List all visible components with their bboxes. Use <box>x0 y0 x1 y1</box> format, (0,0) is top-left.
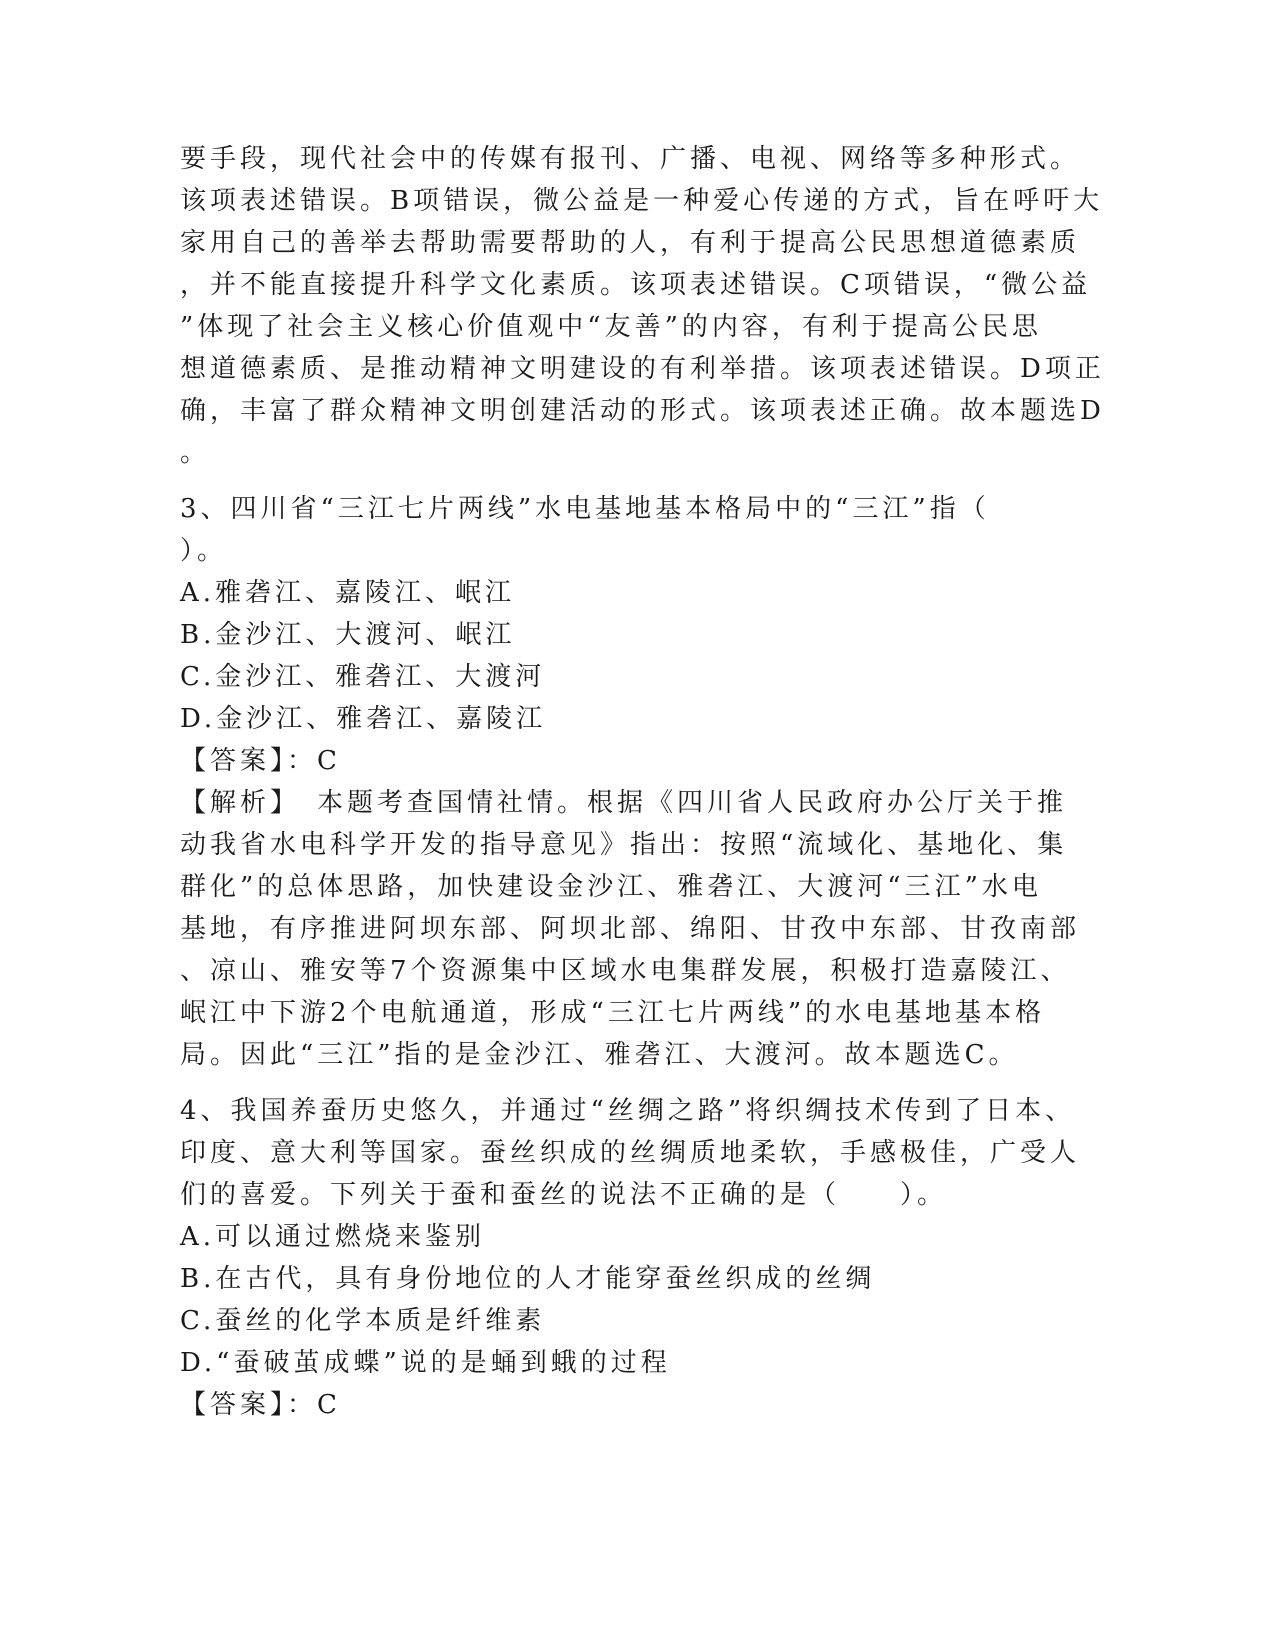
answer-label: 【答案】：C <box>180 1390 341 1420</box>
spacer <box>180 1076 1060 1090</box>
answer-label: 【答案】：C <box>180 746 341 776</box>
previous-explanation <box>180 138 1105 474</box>
analysis-line: 群化”的总体思路，加快建设金沙江、雅砻江、大渡河“三江”水电 <box>180 872 1042 902</box>
question-stem: 们的喜爱。下列关于蚕和蚕丝的说法不正确的是（ ）。 <box>180 1180 948 1210</box>
analysis-line: 基地，有序推进阿坝东部、阿坝北部、绵阳、甘孜中东部、甘孜南部 <box>180 914 1081 944</box>
text-line: 想道德素质、是推动精神文明建设的有利举措。该项表述错误。D项正 <box>180 354 1105 384</box>
option-c: C.金沙江、雅砻江、大渡河 <box>180 662 546 692</box>
analysis-line: 动我省水电科学开发的指导意见》指出：按照“流域化、基地化、集 <box>180 830 1068 860</box>
text-line: ”体现了社会主义核心价值观中“友善”的内容，有利于提高公民思 <box>180 312 1042 342</box>
question-stem: 3、四川省“三江七片两线”水电基地基本格局中的“三江”指（ <box>180 494 990 524</box>
text-line: 确，丰富了群众精神文明创建活动的形式。该项表述正确。故本题选D <box>180 396 1105 426</box>
question-stem: 4、我国养蚕历史悠久，并通过“丝绸之路”将织绸技术传到了日本、 <box>180 1096 1076 1126</box>
option-a: A.雅砻江、嘉陵江、岷江 <box>180 578 516 608</box>
analysis-line: 【解析】 本题考查国情社情。根据《四川省人民政府办公厅关于推 <box>180 788 1068 818</box>
question-stem: 印度、意大利等国家。蚕丝织成的丝绸质地柔软，手感极佳，广受人 <box>180 1138 1081 1168</box>
text-line: 该项表述错误。B项错误，微公益是一种爱心传递的方式，旨在呼吁大 <box>180 186 1104 216</box>
question-stem: ）。 <box>180 536 228 566</box>
question-4 <box>180 1090 1081 1426</box>
option-d: D.“蚕破茧成蝶”说的是蛹到蛾的过程 <box>180 1348 671 1378</box>
spacer <box>180 474 1060 488</box>
text-line: ，并不能直接提升科学文化素质。该项表述错误。C项错误，“微公益 <box>180 270 1092 300</box>
analysis-line: 岷江中下游2个电航通道，形成“三江七片两线”的水电基地基本格 <box>180 998 1046 1028</box>
option-c: C.蚕丝的化学本质是纤维素 <box>180 1306 546 1336</box>
option-d: D.金沙江、雅砻江、嘉陵江 <box>180 704 547 734</box>
text-line: 家用自己的善举去帮助需要帮助的人，有利于提高公民思想道德素质 <box>180 228 1081 258</box>
analysis-line: 局。因此“三江”指的是金沙江、雅砻江、大渡河。故本题选C。 <box>180 1040 1019 1070</box>
analysis-line: 、凉山、雅安等7个资源集中区域水电集群发展，积极打造嘉陵江、 <box>180 956 1071 986</box>
text-line: 要手段，现代社会中的传媒有报刊、广播、电视、网络等多种形式。 <box>180 144 1081 174</box>
text-line: 。 <box>180 438 211 468</box>
document-page <box>180 138 1105 1426</box>
option-a: A.可以通过燃烧来鉴别 <box>180 1222 486 1252</box>
option-b: B.在古代，具有身份地位的人才能穿蚕丝织成的丝绸 <box>180 1264 876 1294</box>
question-3 <box>180 488 1081 1076</box>
option-b: B.金沙江、大渡河、岷江 <box>180 620 516 650</box>
